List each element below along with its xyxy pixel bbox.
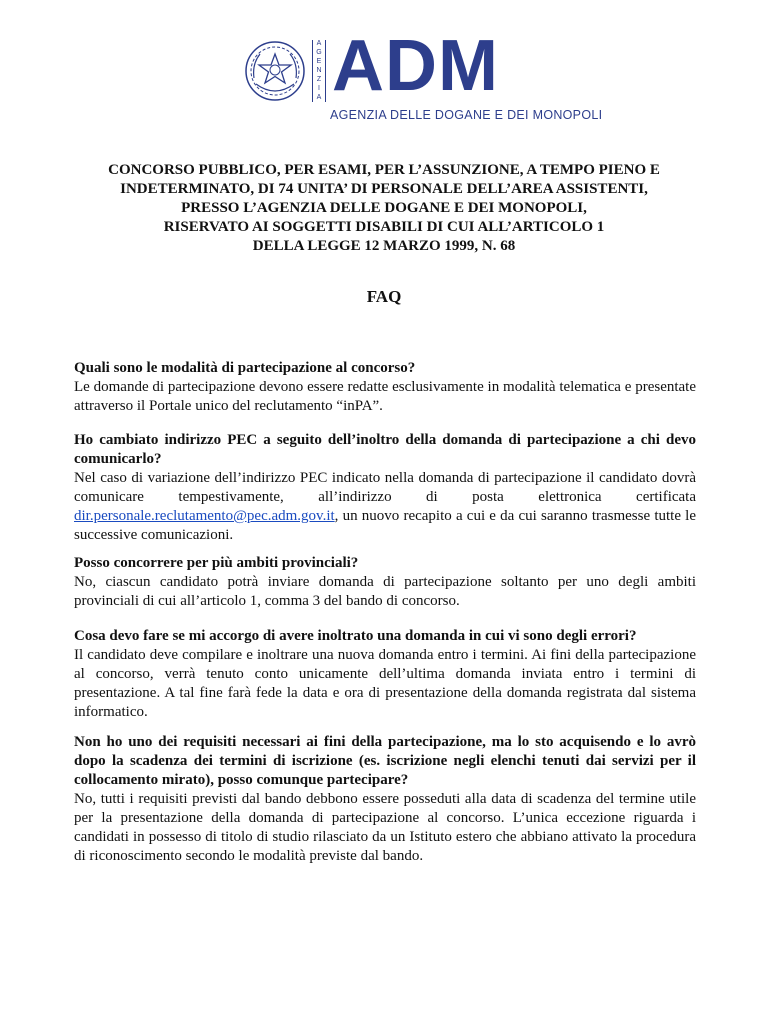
pec-email-link[interactable]: dir.personale.reclutamento@pec.adm.gov.it [74, 508, 335, 524]
faq-question: Cosa devo fare se mi accorgo di avere inoltrato una domanda in cui vi sono degli errori? [74, 628, 637, 644]
faq-answer [74, 469, 696, 545]
faq-item [74, 359, 696, 416]
title-line: CONCORSO PUBBLICO, PER ESAMI, PER L’ASSUNZIONE, A TEMPO PIENO E [108, 162, 660, 178]
agenzia-letter: E [316, 58, 322, 66]
title-line: RISERVATO AI SOGGETTI DISABILI DI CUI ALL’ARTICOLO 1 [163, 219, 605, 235]
agenzia-letter: G [316, 49, 322, 57]
faq-heading: FAQ [366, 287, 402, 306]
faq-question: Quali sono le modalità di partecipazione al concorso? [74, 360, 416, 376]
faq-question: Non ho uno dei requisiti necessari ai fini della partecipazione, ma lo sto acquisendo e lo avrò dopo la scadenza dei termini di iscrizione (es. iscrizione negli elenchi tenuti dai servizi per il collocamento mirato), posso comunque partecipare? [74, 734, 696, 788]
agenzia-letter: A [316, 40, 322, 47]
faq-question: Posso concorrere per più ambiti provinciali? [74, 555, 359, 571]
brand-logo-text: ADM [332, 26, 499, 106]
faq-item [74, 554, 696, 611]
faq-question: Ho cambiato indirizzo PEC a seguito dell’inoltro della domanda di partecipazione a chi devo comunicarlo? [74, 432, 696, 467]
faq-answer-text: Nel caso di variazione dell’indirizzo PEC indicato nella domanda di partecipazione il candidato dovrà comunicare tempestivamente, all’indirizzo di posta elettronica certificata [74, 470, 696, 505]
agenzia-letter: I [318, 85, 320, 93]
faq-answer-text: , un nuovo recapito a cui e da cui saranno trasmesse tutte le successive comunicazioni. [74, 508, 696, 543]
document-title [60, 161, 708, 256]
faq-item [74, 431, 696, 545]
faq-answer: Il candidato deve compilare e inoltrare una nuova domanda entro i termini. Ai fini della partecipazione al concorso, verrà tenuto conto unicamente dell’ultima domanda inviata entro i termini di presentazione. A tal fine farà fede la data e ora di presentazione della domanda registrata dal sistema informatico. [74, 647, 696, 720]
faq-item [74, 627, 696, 722]
title-line: DELLA LEGGE 12 MARZO 1999, N. 68 [252, 238, 516, 254]
title-line: INDETERMINATO, DI 74 UNITA’ DI PERSONALE DELL’AREA ASSISTENTI, [120, 181, 648, 197]
faq-answer: No, tutti i requisiti previsti dal bando debbono essere posseduti alla data di scadenza del termine utile per la presentazione della domanda di partecipazione al concorso. L’unica eccezione riguarda i candidati in possesso di titolo di studio rilasciato da un Istituto estero che abbiano attivato la procedura di riconoscimento secondo le modalità previste dal bando. [74, 791, 696, 864]
agenzia-vertical-label [312, 40, 326, 102]
faq-answer: Le domande di partecipazione devono essere redatte esclusivamente in modalità telematica e presentate attraverso il Portale unico del reclutamento “inPA”. [74, 379, 696, 414]
agenzia-letter: N [316, 67, 322, 75]
italian-republic-emblem-icon [244, 40, 306, 102]
agenzia-letter: Z [316, 76, 322, 84]
faq-item [74, 733, 696, 866]
faq-answer: No, ciascun candidato potrà inviare domanda di partecipazione soltanto per uno degli ambiti provinciali di cui all’articolo 1, comma 3 del bando di concorso. [74, 574, 696, 609]
agenzia-letter: A [316, 94, 322, 102]
header [0, 26, 768, 132]
brand-subtitle: AGENZIA DELLE DOGANE E DEI MONOPOLI [330, 108, 603, 122]
title-line: PRESSO L’AGENZIA DELLE DOGANE E DEI MONOPOLI, [181, 200, 587, 216]
